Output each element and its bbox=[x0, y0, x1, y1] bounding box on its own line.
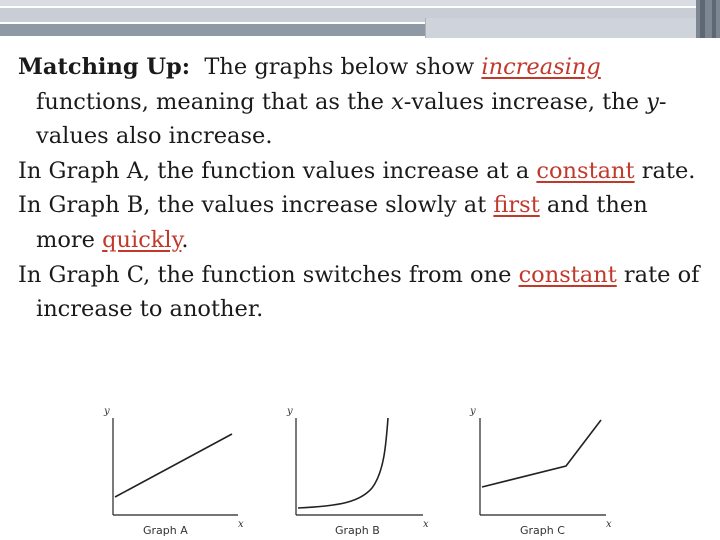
graph-b-x-label: x bbox=[423, 519, 429, 530]
paragraph-graph-a: In Graph A, the function values increase at a constant rate. bbox=[18, 157, 696, 184]
graph-c-y-label: y bbox=[470, 406, 476, 417]
paragraph-graph-b: In Graph B, the values increase slowly at first and then more quickly. bbox=[18, 192, 648, 253]
graph-c bbox=[469, 406, 612, 537]
graph-b-y-label: y bbox=[287, 406, 293, 417]
title-bar-decoration bbox=[0, 0, 720, 38]
graph-c-x-label: x bbox=[606, 519, 612, 530]
graphs-figure bbox=[0, 390, 720, 540]
stripe bbox=[0, 0, 720, 6]
paragraph-graph-c: In Graph C, the function switches from one constant rate of increase to another. bbox=[18, 261, 700, 323]
graph-a-line bbox=[115, 434, 232, 497]
keyword-increasing: increasing bbox=[481, 54, 601, 80]
paragraph-intro: Matching Up: The graphs below show increasing functions, meaning that as the x-values increase, the y-values also increase. bbox=[18, 54, 667, 150]
graph-c-label: Graph C bbox=[520, 524, 565, 537]
graph-b-curve bbox=[298, 418, 388, 508]
graph-a bbox=[103, 406, 244, 537]
keyword-quickly: quickly bbox=[102, 226, 182, 253]
graph-b-label: Graph B bbox=[335, 524, 380, 537]
end-bar bbox=[712, 0, 716, 38]
graph-c-line bbox=[482, 420, 601, 487]
var-y: y bbox=[646, 88, 659, 115]
var-x: x bbox=[391, 88, 404, 115]
keyword-constant: constant bbox=[518, 261, 617, 288]
graph-a-x-label: x bbox=[238, 519, 244, 530]
graph-a-y-label: y bbox=[104, 406, 110, 417]
keyword-constant: constant bbox=[536, 157, 635, 184]
graph-b bbox=[286, 406, 429, 537]
slide-body bbox=[18, 50, 708, 327]
keyword-first: first bbox=[493, 192, 540, 219]
heading-lead: Matching Up: bbox=[18, 54, 191, 80]
graph-a-label: Graph A bbox=[143, 524, 188, 537]
end-bar bbox=[700, 0, 705, 38]
tab-block bbox=[425, 18, 696, 38]
